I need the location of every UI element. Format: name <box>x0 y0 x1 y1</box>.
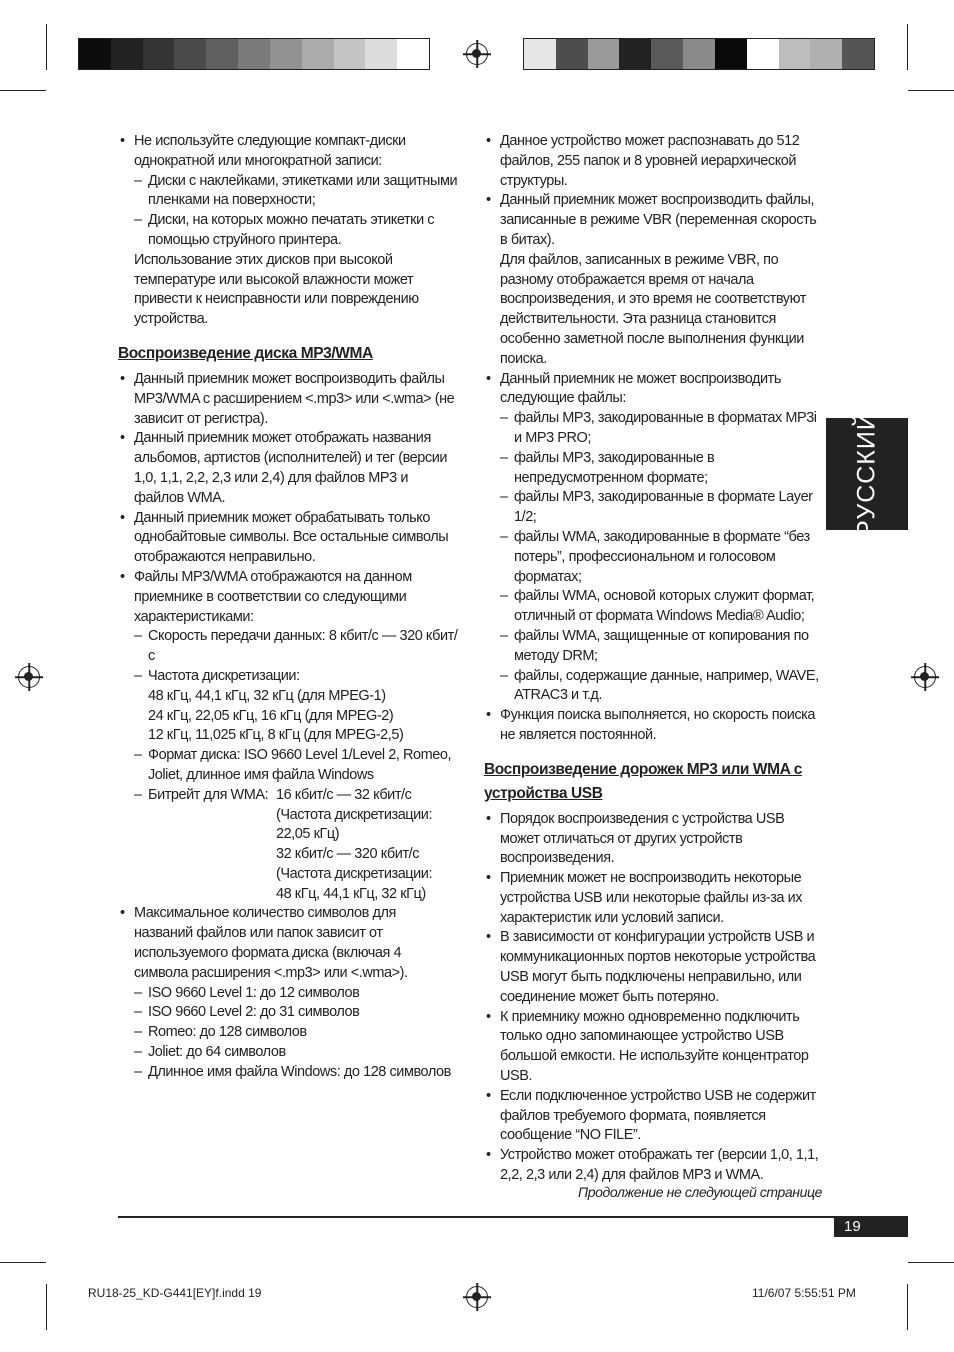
bitrate-values <box>276 786 458 905</box>
left-column <box>118 132 458 1083</box>
sub-item: – файлы MP3, закодированные в форматах MP3i и MP3 PRO; <box>484 409 826 449</box>
color-swatch <box>747 39 779 69</box>
page-rule <box>118 1216 908 1218</box>
color-swatch <box>524 39 556 69</box>
color-swatch <box>238 39 270 69</box>
registration-mark-icon <box>466 1286 488 1308</box>
registration-mark-icon <box>466 43 488 65</box>
bullet-item: • Приемник может не воспроизводить некоторые устройства USB или некоторые файлы из-за их характеристик или условий записи. <box>484 869 826 928</box>
sub-item: – Joliet: до 64 символов <box>118 1043 458 1063</box>
note-text: Использование этих дисков при высокой температуре или высокой влажности может привести к неисправности или повреждению устройства. <box>134 251 419 328</box>
color-swatch <box>556 39 588 69</box>
continued-note: Продолжение не следующей странице <box>578 1184 822 1200</box>
section-heading: Воспроизведение дорожек MP3 или WMA с устройства USB <box>484 760 803 802</box>
sub-item: – Диски с наклейками, этикетками или защитными пленками на поверхности; <box>118 172 458 212</box>
color-swatch <box>651 39 683 69</box>
color-swatch <box>683 39 715 69</box>
bullet-item: • Данный приемник не может воспроизводить следующие файлы: <box>484 370 826 410</box>
bullet-item: • Данный приемник может воспроизводить файлы MP3/WMA с расширением <.mp3> или <.wma> (не зависит от регистра). <box>118 370 458 429</box>
sub-item: – Скорость передачи данных: 8 кбит/с — 320 кбит/с <box>118 627 458 667</box>
sub-line: 24 кГц, 22,05 кГц, 16 кГц (для MPEG-2) <box>148 707 394 724</box>
registration-mark-icon <box>18 666 40 688</box>
sub-item: – Частота дискретизации: <box>118 667 458 687</box>
bullet-item: • Данный приемник может воспроизводить файлы, записанные в режиме VBR (переменная скорость в битах). <box>484 191 826 250</box>
footer-date: 11/6/07 5:55:51 PM <box>752 1286 856 1300</box>
color-swatch <box>206 39 238 69</box>
color-swatch <box>174 39 206 69</box>
bullet-item: • В зависимости от конфигурации устройств USB и коммуникационных портов некоторые устройства USB могут быть подключены неправильно, или соединение может быть потеряно. <box>484 928 826 1007</box>
sub-item: – Длинное имя файла Windows: до 128 символов <box>118 1063 458 1083</box>
sub-item: – Формат диска: ISO 9660 Level 1/Level 2, Romeo, Joliet, длинное имя файла Windows <box>118 746 458 786</box>
sub-item: – файлы MP3, закодированные в формате Layer 1/2; <box>484 488 826 528</box>
bitrate-label: – Битрейт для WMA: <box>148 786 269 803</box>
registration-mark-icon <box>914 666 936 688</box>
page-number: 19 <box>834 1217 908 1237</box>
color-swatch <box>842 39 874 69</box>
bullet-item: • Устройство может отображать тег (версии 1,0, 1,1, 2,2, 2,3 или 2,4) для файлов MP3 и WMA. <box>484 1146 826 1186</box>
note-text: Для файлов, записанных в режиме VBR, по разному отображается время от начала воспроизведения, и это время не соответствуют действительности. Эта разница становится особенно заметной после выполнения функции поиска. <box>500 251 806 367</box>
bullet-item: • К приемнику можно одновременно подключить только одно запоминающее устройство USB большой емкости. Не используйте концентратор USB. <box>484 1008 826 1087</box>
sub-item: – файлы WMA, закодированные в формате “без потерь”, профессиональном и голосовом форматах; <box>484 528 826 587</box>
color-swatch <box>111 39 143 69</box>
color-swatch <box>810 39 842 69</box>
color-swatch <box>302 39 334 69</box>
language-tab <box>826 411 908 537</box>
bullet-item: • Функция поиска выполняется, но скорость поиска не является постоянной. <box>484 706 826 746</box>
color-bar-left <box>78 38 430 70</box>
sub-item: – Диски, на которых можно печатать этикетки с помощью струйного принтера. <box>118 211 458 251</box>
bitrate-line: (Частота дискретизации: <box>276 865 433 882</box>
color-swatch <box>79 39 111 69</box>
color-swatch <box>619 39 651 69</box>
bullet-item: • Максимальное количество символов для названий файлов или папок зависит от используемого формата диска (включая 4 символа расширения <.mp3> или <.wma>). <box>118 904 458 983</box>
sub-line: 48 кГц, 44,1 кГц, 32 кГц (для MPEG-1) <box>148 687 386 704</box>
bullet-item: • Данное устройство может распознавать до 512 файлов, 255 папок и 8 уровней иерархической структуры. <box>484 132 826 191</box>
bitrate-item <box>118 786 458 905</box>
bullet-item: • Данный приемник может отображать названия альбомов, артистов (исполнителей) и тег (версии 1,0, 1,1, 2,2, 2,3 или 2,4) для файлов MP3 и файлов WMA. <box>118 429 458 508</box>
bitrate-line: 48 кГц, 44,1 кГц, 32 кГц) <box>276 885 426 902</box>
language-tab-label: РУССКИЙ <box>852 411 881 537</box>
bitrate-line: 32 кбит/с — 320 кбит/с <box>276 846 420 863</box>
bullet-item: • Если подключенное устройство USB не содержит файлов требуемого формата, появляется сообщение “NO FILE”. <box>484 1087 826 1146</box>
color-swatch <box>143 39 175 69</box>
sub-item: – файлы, содержащие данные, например, WAVE, ATRAC3 и т.д. <box>484 667 826 707</box>
color-swatch <box>715 39 747 69</box>
bitrate-line: (Частота дискретизации: <box>276 806 433 823</box>
right-column <box>484 132 826 1186</box>
bullet-item: • Файлы MP3/WMA отображаются на данном приемнике в соответствии со следующими характеристиками: <box>118 568 458 627</box>
sub-item: – ISO 9660 Level 1: до 12 символов <box>118 984 458 1004</box>
sub-item: – файлы MP3, закодированные в непредусмотренном формате; <box>484 449 826 489</box>
sub-item: – файлы WMA, основой которых служит формат, отличный от формата Windows Media® Audio; <box>484 587 826 627</box>
color-swatch <box>334 39 366 69</box>
bullet-item: • Порядок воспроизведения с устройства USB может отличаться от других устройств воспроизведения. <box>484 810 826 869</box>
color-swatch <box>270 39 302 69</box>
footer-file: RU18-25_KD-G441[EY]f.indd 19 <box>88 1286 262 1300</box>
bitrate-line: 22,05 кГц) <box>276 826 340 843</box>
bullet-item: • Данный приемник может обрабатывать только однобайтовые символы. Все остальные символы отображаются неправильно. <box>118 509 458 568</box>
color-swatch <box>397 39 429 69</box>
section-heading: Воспроизведение диска MP3/WMA <box>118 344 373 362</box>
sub-item: – ISO 9660 Level 2: до 31 символов <box>118 1003 458 1023</box>
bitrate-line: 16 кбит/с — 32 кбит/с <box>276 786 412 803</box>
sub-item: – файлы WMA, защищенные от копирования по методу DRM; <box>484 627 826 667</box>
color-swatch <box>779 39 811 69</box>
color-swatch <box>365 39 397 69</box>
color-bar-right <box>523 38 875 70</box>
sub-item: – Romeo: до 128 символов <box>118 1023 458 1043</box>
sub-line: 12 кГц, 11,025 кГц, 8 кГц (для MPEG-2,5) <box>148 727 404 744</box>
bullet-item: • Не используйте следующие компакт-диски однократной или многократной записи: <box>118 132 458 172</box>
color-swatch <box>588 39 620 69</box>
